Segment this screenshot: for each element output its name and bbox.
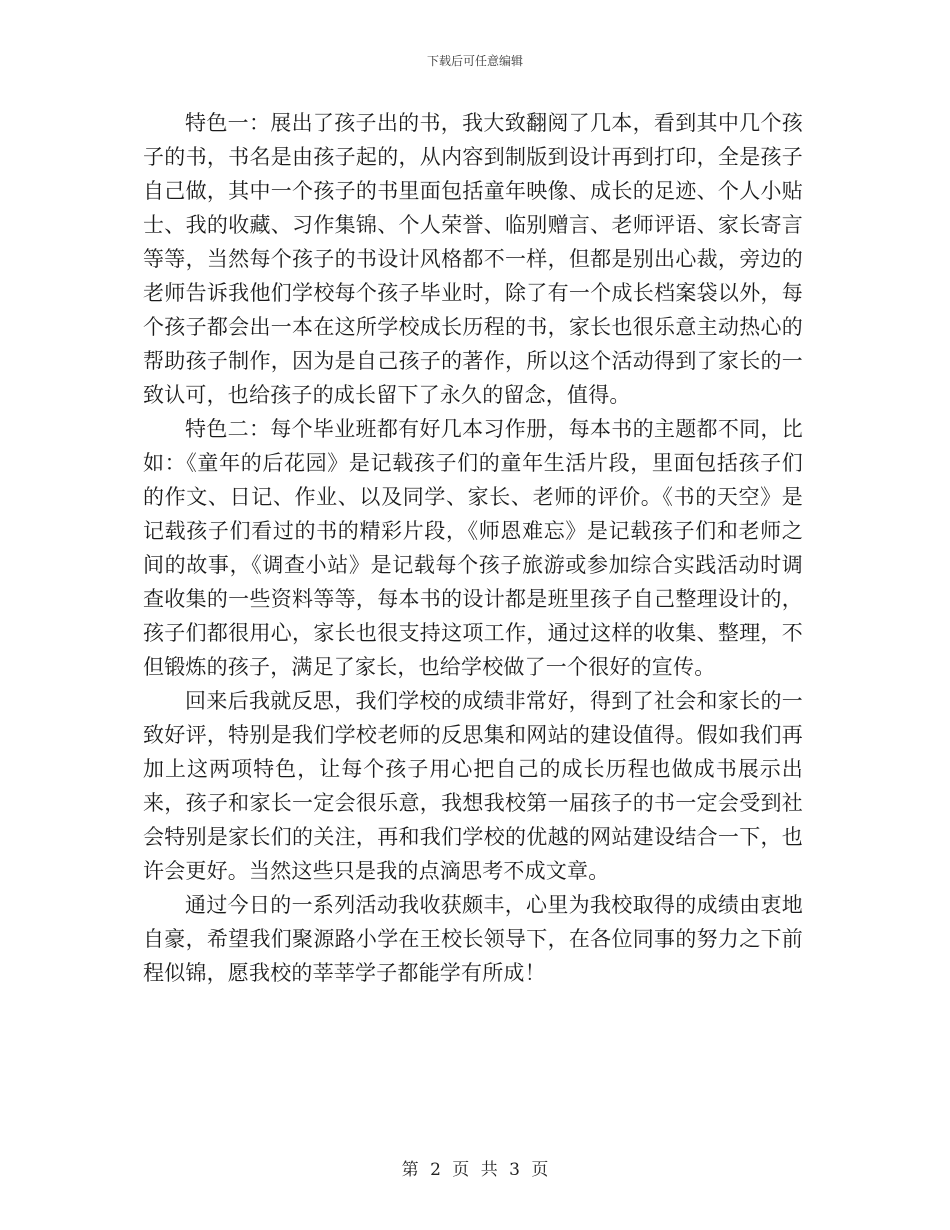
page-header: 下载后可任意编辑 bbox=[426, 54, 523, 68]
paragraph-reflection: 回来后我就反思，我们学校的成绩非常好，得到了社会和家长的一致好评，特别是我们学校老师的反思集和网站的建设值得。假如我们再加上这两项特色，让每个孩子用心把自己的成长历程也做成书展示出来，孩子和家长一定会很乐意，我想我校第一届孩子的书一定会受到社会特别是家长们的关注，再和我们学校的优越的网站建设结合一下，也许会更好。当然这些只是我的点滴思考不成文章。 bbox=[143, 689, 803, 883]
page-number-footer: 第 2 页 共 3 页 bbox=[401, 1160, 549, 1180]
paragraph-feature-two: 特色二：每个毕业班都有好几本习作册，每本书的主题都不同，比如：《童年的后花园》是记载孩子们的童年生活片段，里面包括孩子们的作文、日记、作业、以及同学、家长、老师的评价。《书的天空》是记载孩子们看过的书的精彩片段，《师恩难忘》是记载孩子们和老师之间的故事，《调查小站》是记载每个孩子旅游或参加综合实践活动时调查收集的一些资料等等，每本书的设计都是班里孩子自己整理设计的，孩子们都很用心，家长也很支持这项工作，通过这样的收集、整理，不但锻炼的孩子，满足了家长，也给学校做了一个很好的宣传。 bbox=[143, 417, 803, 679]
paragraph-conclusion: 通过今日的一系列活动我收获颇丰，心里为我校取得的成绩由衷地自豪，希望我们聚源路小学在王校长领导下，在各位同事的努力之下前程似锦，愿我校的莘莘学子都能学有所成！ bbox=[143, 893, 803, 985]
document-body bbox=[143, 106, 803, 990]
paragraph-feature-one: 特色一：展出了孩子出的书，我大致翻阅了几本，看到其中几个孩子的书，书名是由孩子起的，从内容到制版到设计再到打印，全是孩子自己做，其中一个孩子的书里面包括童年映像、成长的足迹、个人小贴士、我的收藏、习作集锦、个人荣誉、临别赠言、老师评语、家长寄言等等，当然每个孩子的书设计风格都不一样，但都是别出心裁，旁边的老师告诉我他们学校每个孩子毕业时，除了有一个成长档案袋以外，每个孩子都会出一本在这所学校成长历程的书，家长也很乐意主动热心的帮助孩子制作，因为是自己孩子的著作，所以这个活动得到了家长的一致认可，也给孩子的成长留下了永久的留念，值得。 bbox=[143, 111, 803, 407]
